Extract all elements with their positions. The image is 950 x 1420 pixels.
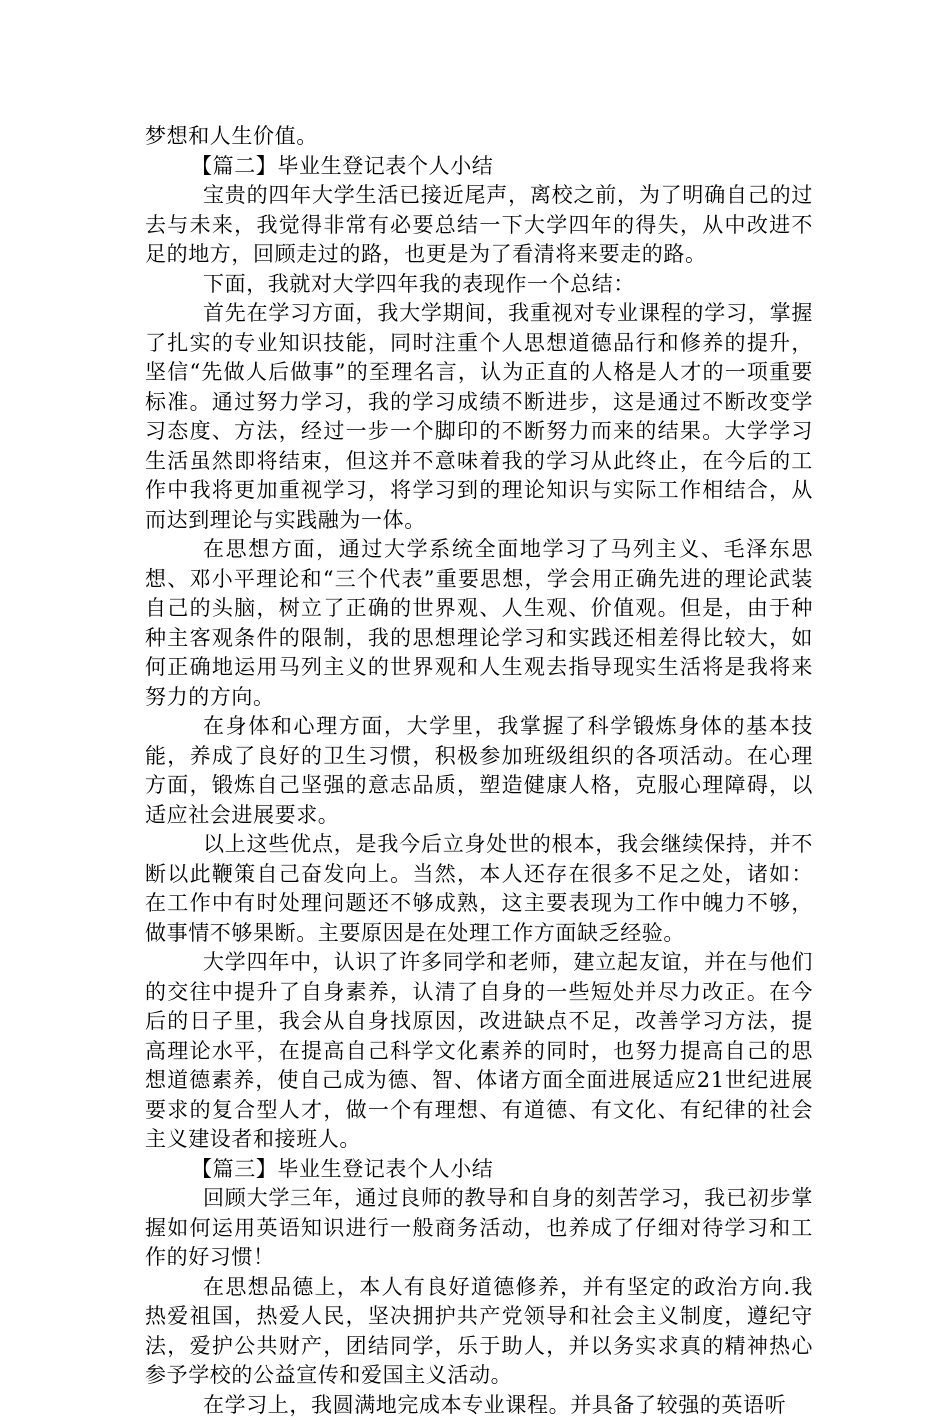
paragraph-review: 回顾大学三年，通过良师的教导和自身的刻苦学习，我已初步掌握如何运用英语知识进行一般商务活动，也养成了仔细对待学习和工作的好习惯！: [145, 1184, 813, 1273]
section-heading-part-two: 【篇二】毕业生登记表个人小结: [145, 152, 813, 182]
paragraph-body-mind: 在身体和心理方面，大学里，我掌握了科学锻炼身体的基本技能，养成了良好的卫生习惯，积极参加班级组织的各项活动。在心理方面，锻炼自己坚强的意志品质，塑造健康人格，克服心理障碍，以适应社会进展要求。: [145, 712, 813, 830]
paragraph-learning: 在学习上，我圆满地完成本专业课程。并具备了较强的英语听: [145, 1391, 813, 1420]
paragraph-summary-lead: 下面，我就对大学四年我的表现作一个总结：: [145, 270, 813, 300]
paragraph-four-years: 大学四年中，认识了许多同学和老师，建立起友谊，并在与他们的交往中提升了自身素养，认清了自身的一些短处并尽力改正。在今后的日子里，我会从自身找原因，改进缺点不足，改善学习方法，提高理论水平，在提高自己科学文化素养的同时，也努力提高自己的思想道德素养，使自己成为德、智、体诸方面全面进展适应21世纪进展要求的复合型人才，做一个有理想、有道德、有文化、有纪律的社会主义建设者和接班人。: [145, 948, 813, 1155]
paragraph-strengths-weaknesses: 以上这些优点，是我今后立身处世的根本，我会继续保持，并不断以此鞭策自己奋发向上。当然，本人还存在很多不足之处，诸如：在工作中有时处理问题还不够成熟，这主要表现为工作中魄力不够，做事情不够果断。主要原因是在处理工作方面缺乏经验。: [145, 830, 813, 948]
section-heading-part-three: 【篇三】毕业生登记表个人小结: [145, 1155, 813, 1185]
paragraph-morality: 在思想品德上，本人有良好道德修养，并有坚定的政治方向.我热爱祖国，热爱人民，坚决拥护共产党领导和社会主义制度，遵纪守法，爱护公共财产，团结同学，乐于助人，并以务实求真的精神热心参予学校的公益宣传和爱国主义活动。: [145, 1273, 813, 1391]
paragraph-continuation: 梦想和人生价值。: [145, 122, 813, 152]
paragraph-intro: 宝贵的四年大学生活已接近尾声，离校之前，为了明确自己的过去与未来，我觉得非常有必要总结一下大学四年的得失，从中改进不足的地方，回顾走过的路，也更是为了看清将来要走的路。: [145, 181, 813, 270]
document-body: [145, 122, 813, 1420]
paragraph-thought: 在思想方面，通过大学系统全面地学习了马列主义、毛泽东思想、邓小平理论和“三个代表”重要思想，学会用正确先进的理论武装自己的头脑，树立了正确的世界观、人生观、价值观。但是，由于种种主客观条件的限制，我的思想理论学习和实践还相差得比较大，如何正确地运用马列主义的世界观和人生观去指导现实生活将是我将来努力的方向。: [145, 535, 813, 712]
paragraph-study: 首先在学习方面，我大学期间，我重视对专业课程的学习，掌握了扎实的专业知识技能，同时注重个人思想道德品行和修养的提升，坚信“先做人后做事”的至理名言，认为正直的人格是人才的一项重要标准。通过努力学习，我的学习成绩不断进步，这是通过不断改变学习态度、方法，经过一步一个脚印的不断努力而来的结果。大学学习生活虽然即将结束，但这并不意味着我的学习从此终止，在今后的工作中我将更加重视学习，将学习到的理论知识与实际工作相结合，从而达到理论与实践融为一体。: [145, 299, 813, 535]
